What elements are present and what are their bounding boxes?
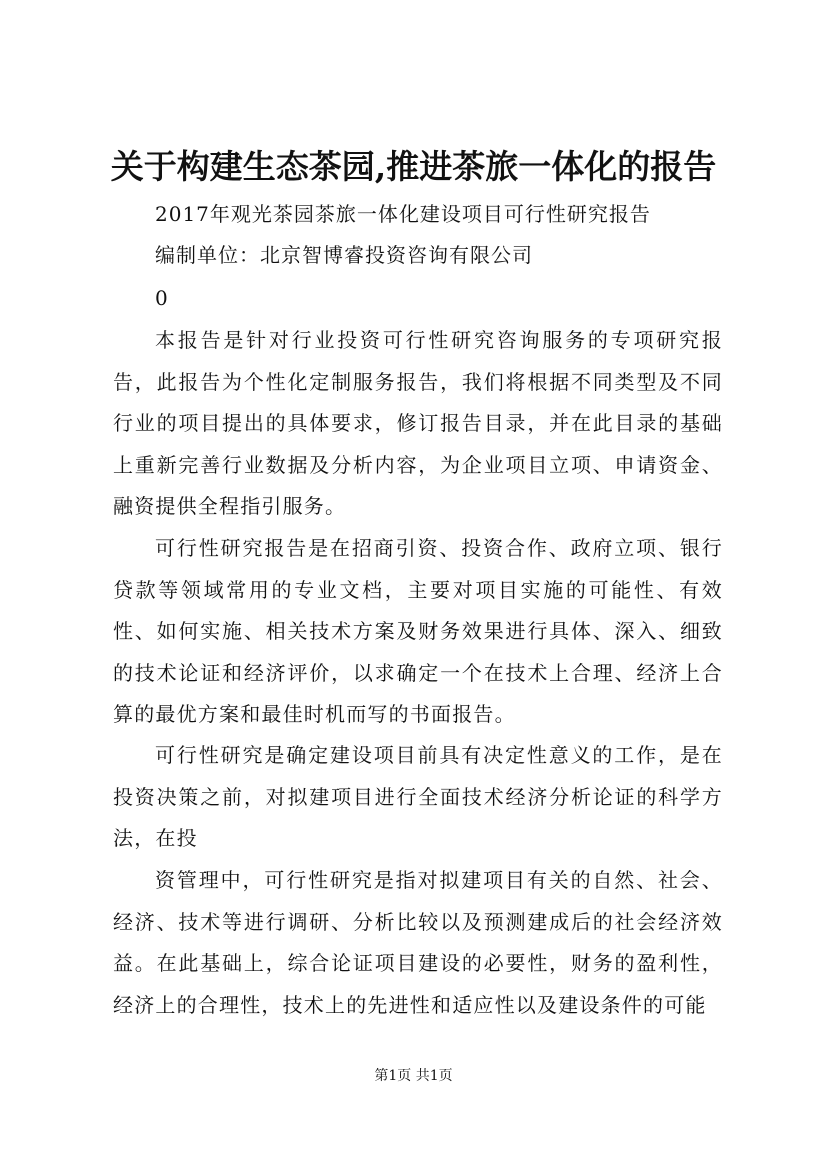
document-title: 关于构建生态茶园,推进茶旅一体化的报告 bbox=[110, 147, 717, 186]
document-subtitle: 2017年观光茶园茶旅一体化建设项目可行性研究报告 bbox=[155, 202, 651, 226]
marker-line: 0 bbox=[155, 286, 169, 310]
paragraph-2: 可行性研究报告是在招商引资、投资合作、政府立项、银行贷款等领域常用的专业文档，主要对项目实施的可能性、有效性、如何实施、相关技术方案及财务效果进行具体、深入、细致的技术论证和经济评价，以求确定一个在技术上合理、经济上合算的最优方案和最佳时机而写的书面报告。 bbox=[113, 536, 723, 726]
paragraph-3: 可行性研究是确定建设项目前具有决定性意义的工作，是在投资决策之前，对拟建项目进行全面技术经济分析论证的科学方法，在投 bbox=[113, 743, 723, 850]
paragraph-4: 资管理中，可行性研究是指对拟建项目有关的自然、社会、经济、技术等进行调研、分析比较以及预测建成后的社会经济效益。在此基础上，综合论证项目建设的必要性，财务的盈利性，经济上的合理性，技术上的先进性和适应性以及建设条件的可能 bbox=[113, 868, 723, 1017]
paragraph-1: 本报告是针对行业投资可行性研究咨询服务的专项研究报告，此报告为个性化定制服务报告，我们将根据不同类型及不同行业的项目提出的具体要求，修订报告目录，并在此目录的基础上重新完善行业数据及分析内容，为企业项目立项、申请资金、融资提供全程指引服务。 bbox=[113, 328, 723, 518]
page-footer: 第1页 共1页 bbox=[374, 1068, 453, 1084]
editor-line: 编制单位：北京智博睿投资咨询有限公司 bbox=[155, 243, 533, 267]
